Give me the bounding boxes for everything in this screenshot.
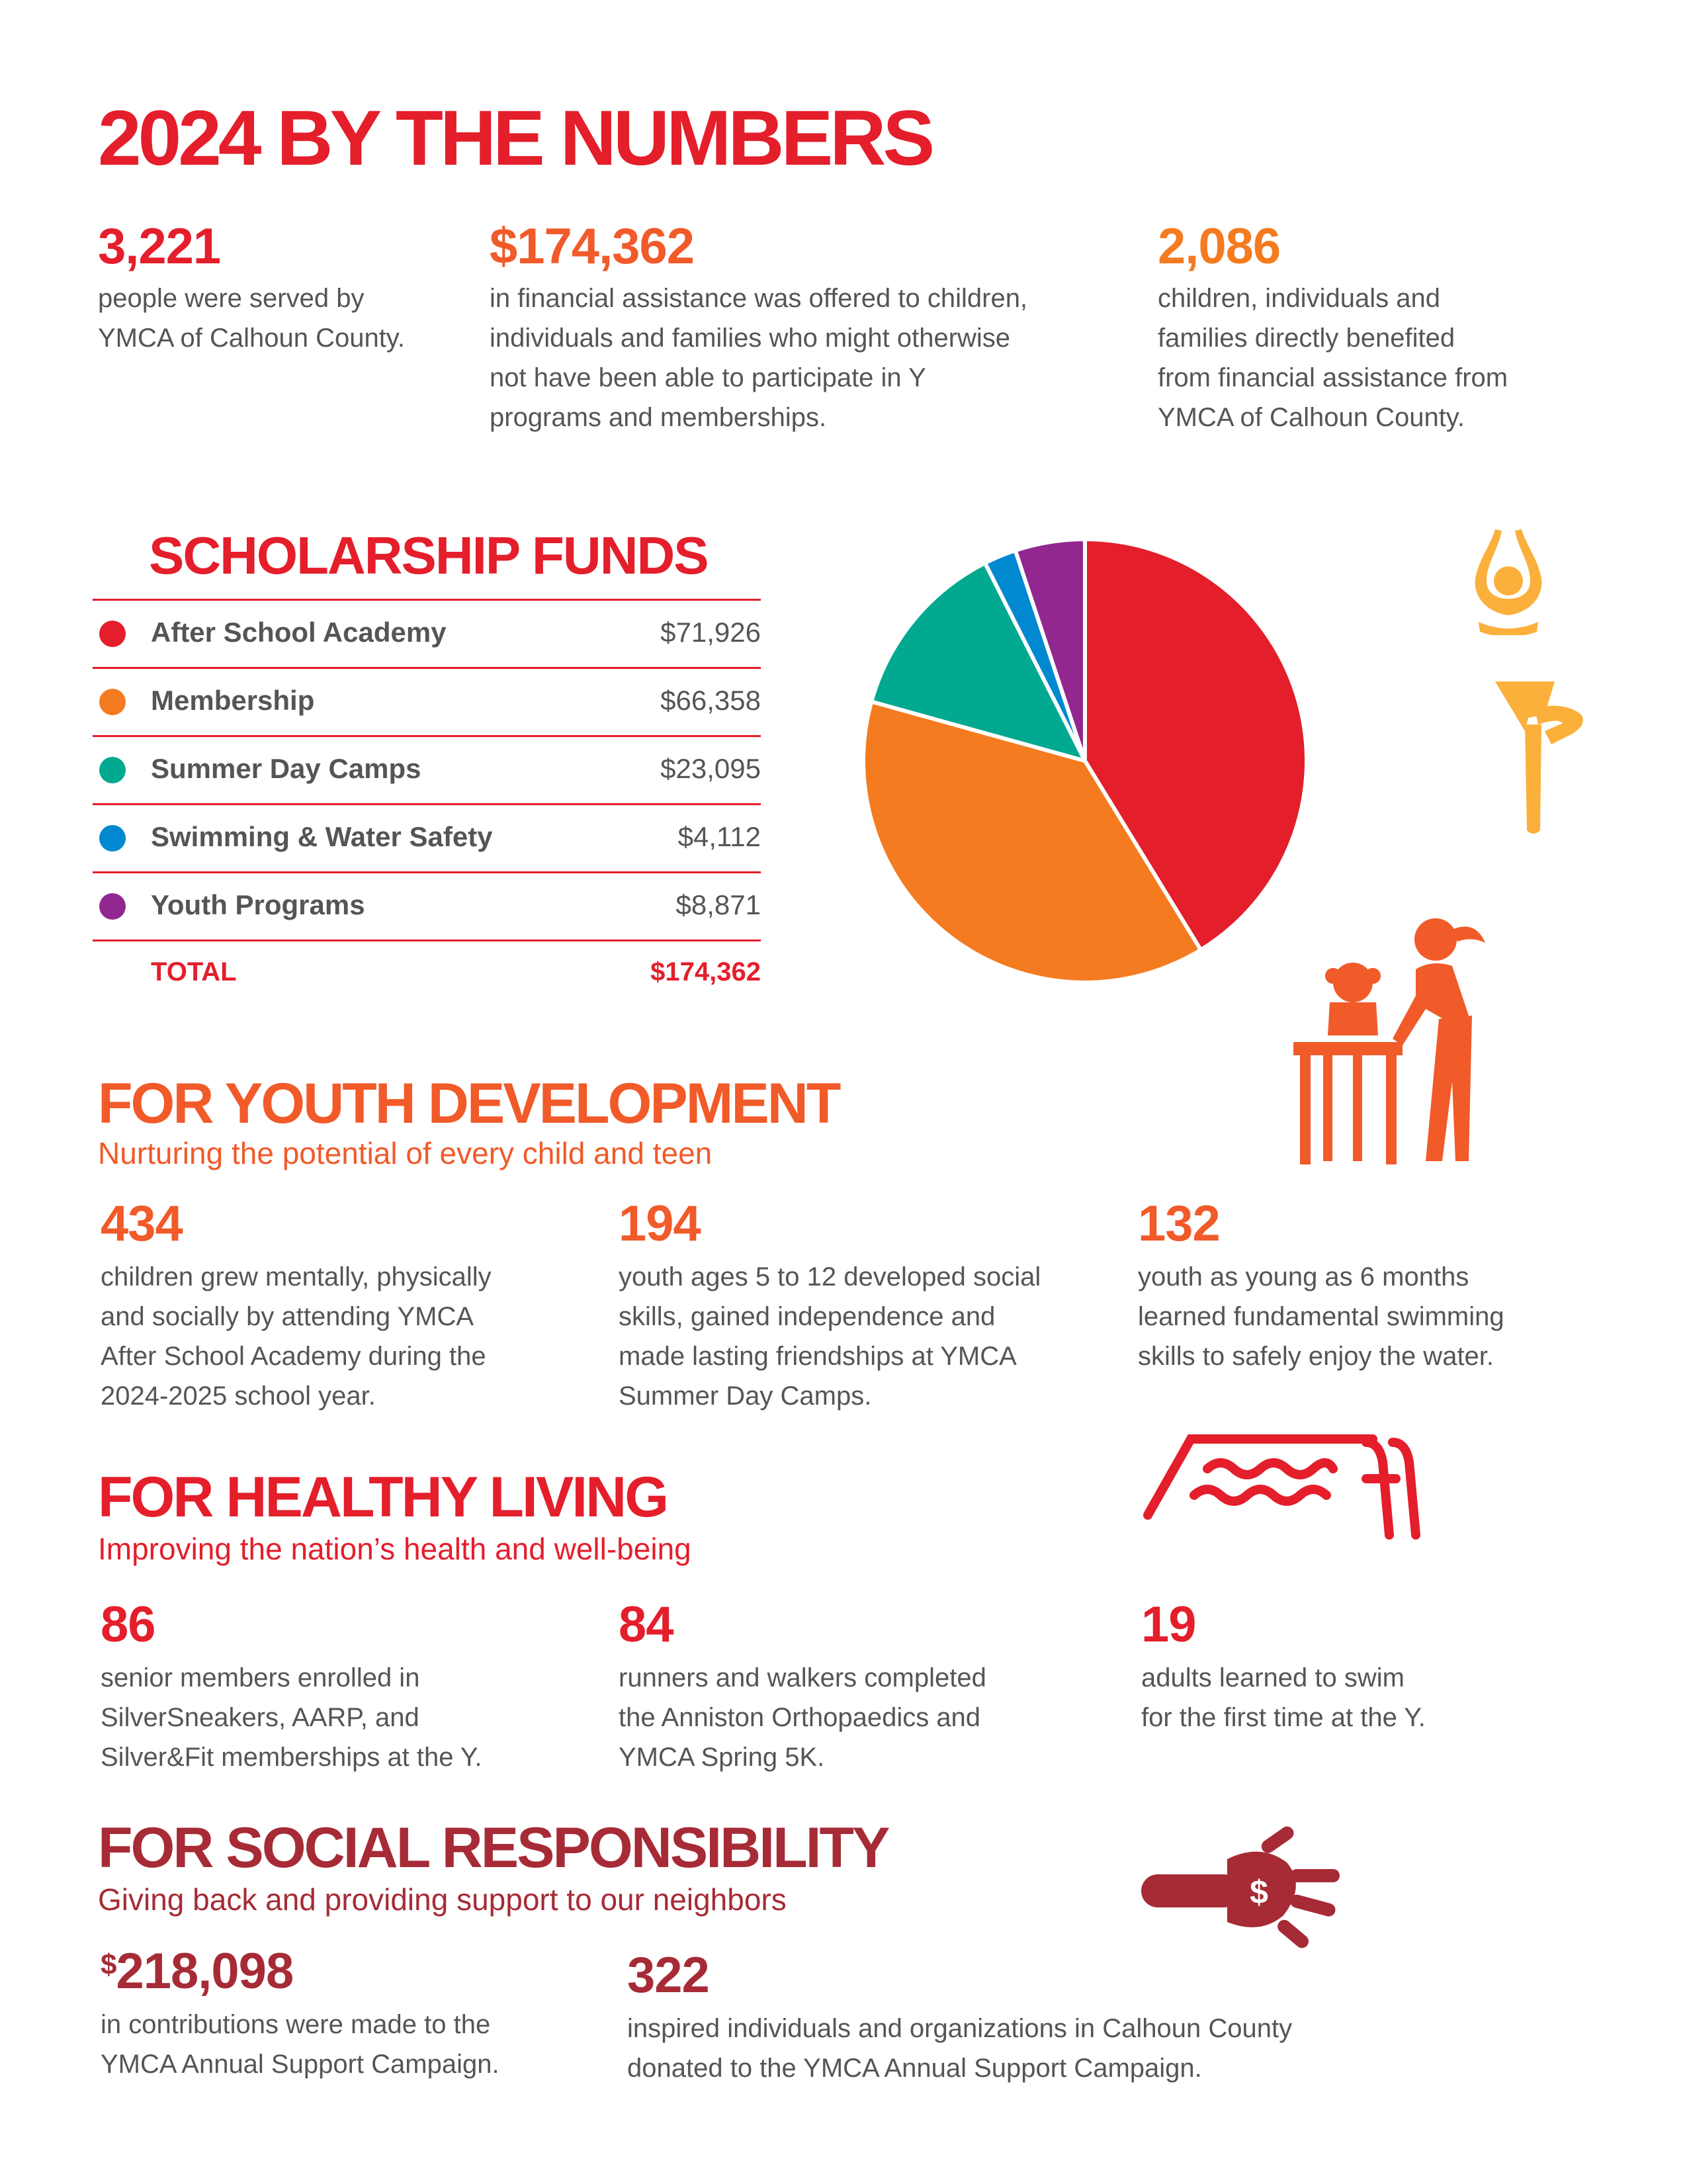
text-line: inspired individuals and organizations in Calhoun County bbox=[627, 2014, 1293, 2043]
text-line: YMCA Annual Support Campaign. bbox=[101, 2050, 499, 2079]
stat-number: 132 bbox=[1138, 1196, 1220, 1252]
stat-number bbox=[101, 1943, 499, 1999]
text-line: 2024-2025 school year. bbox=[101, 1381, 376, 1411]
stat-contributions bbox=[101, 1943, 499, 2084]
page-title: 2024 BY THE NUMBERS bbox=[98, 95, 932, 182]
text-line: YMCA of Calhoun County. bbox=[98, 324, 405, 353]
text-line: and socially by attending YMCA bbox=[101, 1302, 474, 1331]
text-line: individuals and families who might otherwise bbox=[490, 324, 1011, 353]
text-line: runners and walkers completed bbox=[619, 1663, 986, 1692]
dollar-symbol: $ bbox=[1250, 1874, 1268, 1911]
legend-dot bbox=[99, 621, 126, 647]
youth-subheading: Nurturing the potential of every child and teen bbox=[98, 1136, 713, 1170]
scholarship-table bbox=[93, 599, 761, 1008]
row-value: $8,871 bbox=[675, 889, 761, 920]
table-row bbox=[93, 803, 761, 871]
row-value: $23,095 bbox=[660, 753, 761, 784]
text-line: families directly benefited bbox=[1158, 324, 1455, 353]
stat-number: 86 bbox=[101, 1596, 155, 1653]
scholarship-pie-chart bbox=[847, 523, 1323, 999]
text-line: YMCA of Calhoun County. bbox=[1158, 403, 1465, 432]
stat-donors bbox=[627, 1947, 1293, 2088]
text-line: in financial assistance was offered to children, bbox=[490, 284, 1028, 313]
row-value: $71,926 bbox=[660, 617, 761, 648]
text-line: SilverSneakers, AARP, and bbox=[101, 1703, 419, 1732]
stat-description bbox=[1138, 1257, 1504, 1376]
stat-after-school bbox=[101, 1196, 492, 1416]
text-line: youth ages 5 to 12 developed social bbox=[619, 1262, 1041, 1291]
legend-dot bbox=[99, 757, 126, 783]
row-value: $4,112 bbox=[677, 821, 761, 852]
text-line: YMCA Spring 5K. bbox=[619, 1743, 825, 1772]
stat-description bbox=[101, 1658, 482, 1777]
stat-senior-members bbox=[101, 1596, 482, 1777]
text-line: senior members enrolled in bbox=[101, 1663, 420, 1692]
text-line: from financial assistance from bbox=[1158, 363, 1508, 392]
legend-dot bbox=[99, 689, 126, 715]
stat-description bbox=[619, 1658, 986, 1777]
stat-number: 84 bbox=[619, 1596, 673, 1653]
stat-adult-swimmers bbox=[1141, 1596, 1426, 1737]
legend-dot bbox=[99, 825, 126, 852]
text-line: children grew mentally, physically bbox=[101, 1262, 492, 1291]
hand-dollar-icon bbox=[1141, 1823, 1353, 1955]
stat-description bbox=[98, 279, 405, 358]
total-row bbox=[93, 939, 761, 1008]
stat-number: 2,086 bbox=[1158, 218, 1281, 275]
text-line: skills to safely enjoy the water. bbox=[1138, 1342, 1494, 1371]
text-line: After School Academy during the bbox=[101, 1342, 486, 1371]
stat-number: 322 bbox=[627, 1947, 709, 2003]
youth-heading: FOR YOUTH DEVELOPMENT bbox=[98, 1072, 840, 1135]
row-label: Youth Programs bbox=[151, 889, 365, 920]
text-line: the Anniston Orthopaedics and bbox=[619, 1703, 981, 1732]
healthy-heading: FOR HEALTHY LIVING bbox=[98, 1465, 668, 1529]
text-line: children, individuals and bbox=[1158, 284, 1440, 313]
stat-number: 3,221 bbox=[98, 218, 221, 275]
healthy-subheading: Improving the nation’s health and well-being bbox=[98, 1532, 691, 1566]
stat-description bbox=[627, 2009, 1292, 2088]
yoga-figure-icon bbox=[1459, 523, 1558, 635]
text-line: adults learned to swim bbox=[1141, 1663, 1405, 1692]
table-row bbox=[93, 871, 761, 939]
text-line: Silver&Fit memberships at the Y. bbox=[101, 1743, 482, 1772]
stat-runners-walkers bbox=[619, 1596, 986, 1777]
row-label: Swimming & Water Safety bbox=[151, 821, 493, 852]
stat-description bbox=[101, 2005, 499, 2084]
social-heading: FOR SOCIAL RESPONSIBILITY bbox=[98, 1816, 888, 1880]
currency-prefix: $ bbox=[101, 1948, 116, 1981]
row-label: After School Academy bbox=[151, 617, 447, 648]
text-line: for the first time at the Y. bbox=[1141, 1703, 1426, 1732]
text-line: donated to the YMCA Annual Support Campaign. bbox=[627, 2054, 1202, 2083]
stat-number: 434 bbox=[101, 1196, 183, 1252]
stat-description bbox=[1141, 1658, 1426, 1737]
stat-day-camps bbox=[619, 1196, 1041, 1416]
legend-dot bbox=[99, 893, 126, 920]
text-line: youth as young as 6 months bbox=[1138, 1262, 1469, 1291]
scholarship-title: SCHOLARSHIP FUNDS bbox=[149, 526, 708, 585]
stat-number: $174,362 bbox=[490, 218, 694, 275]
text-line: skills, gained independence and bbox=[619, 1302, 996, 1331]
stat-number: 194 bbox=[619, 1196, 701, 1252]
tree-pose-figure-icon bbox=[1489, 678, 1588, 837]
stat-number: 19 bbox=[1141, 1596, 1196, 1653]
stat-description bbox=[619, 1257, 1041, 1416]
text-line: made lasting friendships at YMCA bbox=[619, 1342, 1017, 1371]
stat-value: 218,098 bbox=[116, 1943, 294, 1999]
table-row bbox=[93, 599, 761, 667]
stat-people-served bbox=[98, 218, 405, 358]
text-line: people were served by bbox=[98, 284, 365, 313]
stat-description bbox=[490, 279, 1027, 437]
text-line: learned fundamental swimming bbox=[1138, 1302, 1504, 1331]
total-label: TOTAL bbox=[151, 957, 237, 986]
text-line: Summer Day Camps. bbox=[619, 1381, 872, 1411]
table-row bbox=[93, 735, 761, 803]
stat-description bbox=[101, 1257, 492, 1416]
row-label: Membership bbox=[151, 685, 315, 716]
text-line: in contributions were made to the bbox=[101, 2010, 491, 2039]
teacher-child-desk-icon bbox=[1293, 910, 1512, 1168]
text-line: programs and memberships. bbox=[490, 403, 827, 432]
row-label: Summer Day Camps bbox=[151, 753, 421, 784]
stat-swimming-youth bbox=[1138, 1196, 1504, 1376]
stat-financial-assistance bbox=[490, 218, 1028, 437]
table-row bbox=[93, 667, 761, 735]
pool-icon bbox=[1141, 1432, 1426, 1545]
total-value: $174,362 bbox=[650, 957, 761, 986]
social-subheading: Giving back and providing support to our neighbors bbox=[98, 1882, 787, 1917]
text-line: not have been able to participate in Y bbox=[490, 363, 926, 392]
stat-beneficiaries bbox=[1158, 218, 1508, 437]
stat-description bbox=[1158, 279, 1508, 437]
row-value: $66,358 bbox=[660, 685, 761, 716]
